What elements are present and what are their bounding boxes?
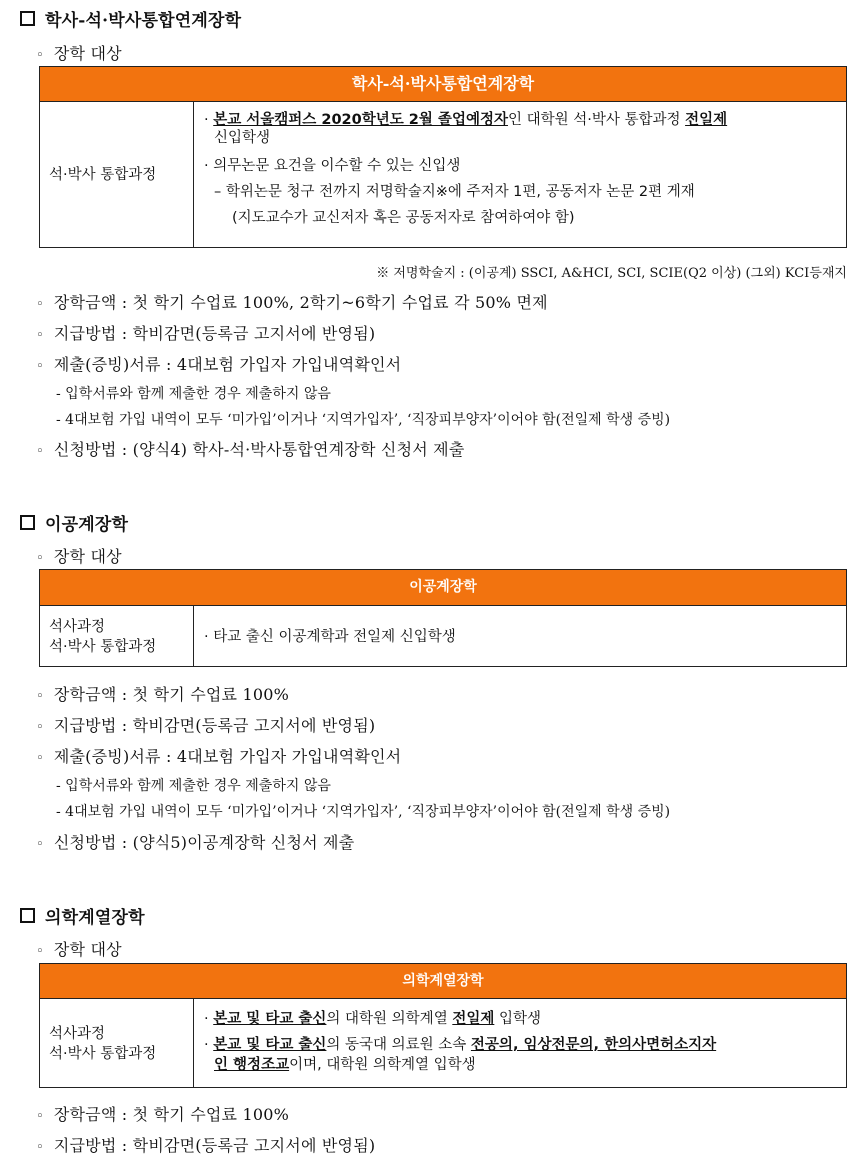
- row-content: [194, 999, 846, 1088]
- checkbox-square-icon: [20, 908, 35, 923]
- docs-sub-2: - 4대보험 가입 내역이 모두 ‘미가입’이거나 ‘지역가입자’, ‘직장피부양자’이어야 함(전일제 학생 증빙): [56, 412, 671, 428]
- circle-bullet-icon: ◦: [36, 689, 44, 704]
- content-line-1: · 본교 서울캠퍼스 2020학년도 2월 졸업예정자인 대학원 석·박사 통합과정 전일제: [204, 112, 728, 128]
- bullet-target: [36, 41, 122, 64]
- row-content: · 타교 출신 이공계학과 전일제 신입학생: [204, 628, 456, 645]
- circle-bullet-icon: ◦: [36, 1140, 44, 1155]
- bullet-method: ◦ 지급방법 : 학비감면(등록금 고지서에 반영됨): [36, 324, 376, 343]
- circle-bullet-icon: ◦: [36, 359, 44, 374]
- journal-note: ※ 저명학술지 : (이공계) SSCI, A&HCI, SCI, SCIE(Q2 이상) (그외) KCI등재지: [376, 266, 847, 281]
- circle-bullet-icon: ◦: [36, 551, 44, 566]
- circle-bullet-icon: ◦: [36, 944, 44, 959]
- bullet-apply: ◦ 신청방법 : (양식4) 학사-석·박사통합연계장학 신청서 제출: [36, 440, 465, 459]
- section-heading-3: [20, 903, 145, 928]
- emphasis-text: 인 행정조교: [214, 1057, 290, 1073]
- row-label: 석사과정 석·박사 통합과정: [40, 999, 194, 1088]
- table-header: 의학계열장학: [40, 964, 846, 999]
- bullet-apply: ◦ 신청방법 : (양식5)이공계장학 신청서 제출: [36, 833, 355, 852]
- content-line-1: · 본교 및 타교 출신의 대학원 의학계열 전일제 입학생: [204, 1011, 541, 1027]
- content-line-3: 인 행정조교이며, 대학원 의학계열 입학생: [214, 1057, 476, 1073]
- emphasis-text: 본교 및 타교 출신: [213, 1011, 327, 1027]
- circle-bullet-icon: ◦: [36, 328, 44, 343]
- bullet-target: ◦ 장학 대상: [36, 940, 122, 959]
- heading-text: 의학계열장학: [45, 908, 145, 928]
- emphasis-text: 본교 및 타교 출신: [213, 1037, 327, 1053]
- bullet-amount: ◦ 장학금액 : 첫 학기 수업료 100%, 2학기~6학기 수업료 각 50% 면제: [36, 293, 548, 312]
- circle-bullet-icon: ◦: [36, 1109, 44, 1124]
- content-line-3: – 학위논문 청구 전까지 저명학술지※에 주저자 1편, 공동저자 논문 2편 게재: [214, 184, 695, 200]
- content-line-4: (지도교수가 교신저자 혹은 공동저자로 참여하여야 함): [232, 210, 575, 226]
- circle-bullet-icon: ◦: [36, 837, 44, 852]
- table-header: 학사-석·박사통합연계장학: [40, 67, 846, 102]
- bullet-method: ◦ 지급방법 : 학비감면(등록금 고지서에 반영됨): [36, 716, 376, 735]
- content-line-2: · 본교 및 타교 출신의 동국대 의료원 소속 전공의, 임상전문의, 한의사면허소지자: [204, 1037, 717, 1053]
- row-content: [194, 102, 846, 248]
- section-heading-1: [20, 6, 241, 31]
- circle-bullet-icon: ◦: [36, 48, 44, 63]
- row-label: 석사과정 석·박사 통합과정: [40, 606, 194, 667]
- docs-sub-1: - 입학서류와 함께 제출한 경우 제출하지 않음: [56, 386, 331, 402]
- bullet-docs: ◦ 제출(증빙)서류 : 4대보험 가입자 가입내역확인서: [36, 747, 402, 766]
- bullet-docs: ◦ 제출(증빙)서류 : 4대보험 가입자 가입내역확인서: [36, 355, 402, 374]
- heading-text: 학사-석·박사통합연계장학: [45, 11, 242, 31]
- bullet-amount: ◦ 장학금액 : 첫 학기 수업료 100%: [36, 1105, 289, 1124]
- scholarship-table-1: [39, 66, 847, 248]
- section-heading-2: [20, 510, 128, 535]
- bullet-amount: ◦ 장학금액 : 첫 학기 수업료 100%: [36, 685, 289, 704]
- checkbox-square-icon: [20, 11, 35, 26]
- scholarship-table-2: [39, 569, 847, 667]
- circle-bullet-icon: ◦: [36, 751, 44, 766]
- emphasis-text: 전일제: [685, 112, 728, 128]
- bullet-target: ◦ 장학 대상: [36, 547, 122, 566]
- emphasis-text: 전공의, 임상전문의, 한의사면허소지자: [470, 1037, 717, 1053]
- emphasis-text: 전일제: [452, 1011, 495, 1027]
- circle-bullet-icon: ◦: [36, 297, 44, 312]
- table-header: 이공계장학: [40, 570, 846, 606]
- bullet-method: ◦ 지급방법 : 학비감면(등록금 고지서에 반영됨): [36, 1136, 376, 1155]
- target-text: 장학 대상: [53, 44, 122, 63]
- scholarship-table-3: [39, 963, 847, 1088]
- docs-sub-2: - 4대보험 가입 내역이 모두 ‘미가입’이거나 ‘지역가입자’, ‘직장피부양자’이어야 함(전일제 학생 증빙): [56, 804, 671, 820]
- heading-text: 이공계장학: [45, 515, 129, 535]
- row-label: 석·박사 통합과정: [40, 102, 194, 248]
- circle-bullet-icon: ◦: [36, 444, 44, 459]
- docs-sub-1: - 입학서류와 함께 제출한 경우 제출하지 않음: [56, 778, 331, 794]
- circle-bullet-icon: ◦: [36, 720, 44, 735]
- content-line-2: · 의무논문 요건을 이수할 수 있는 신입생: [204, 158, 461, 174]
- content-line-1-cont: 신입학생: [214, 130, 271, 146]
- checkbox-square-icon: [20, 515, 35, 530]
- emphasis-text: 본교 서울캠퍼스 2020학년도 2월 졸업예정자: [213, 112, 508, 128]
